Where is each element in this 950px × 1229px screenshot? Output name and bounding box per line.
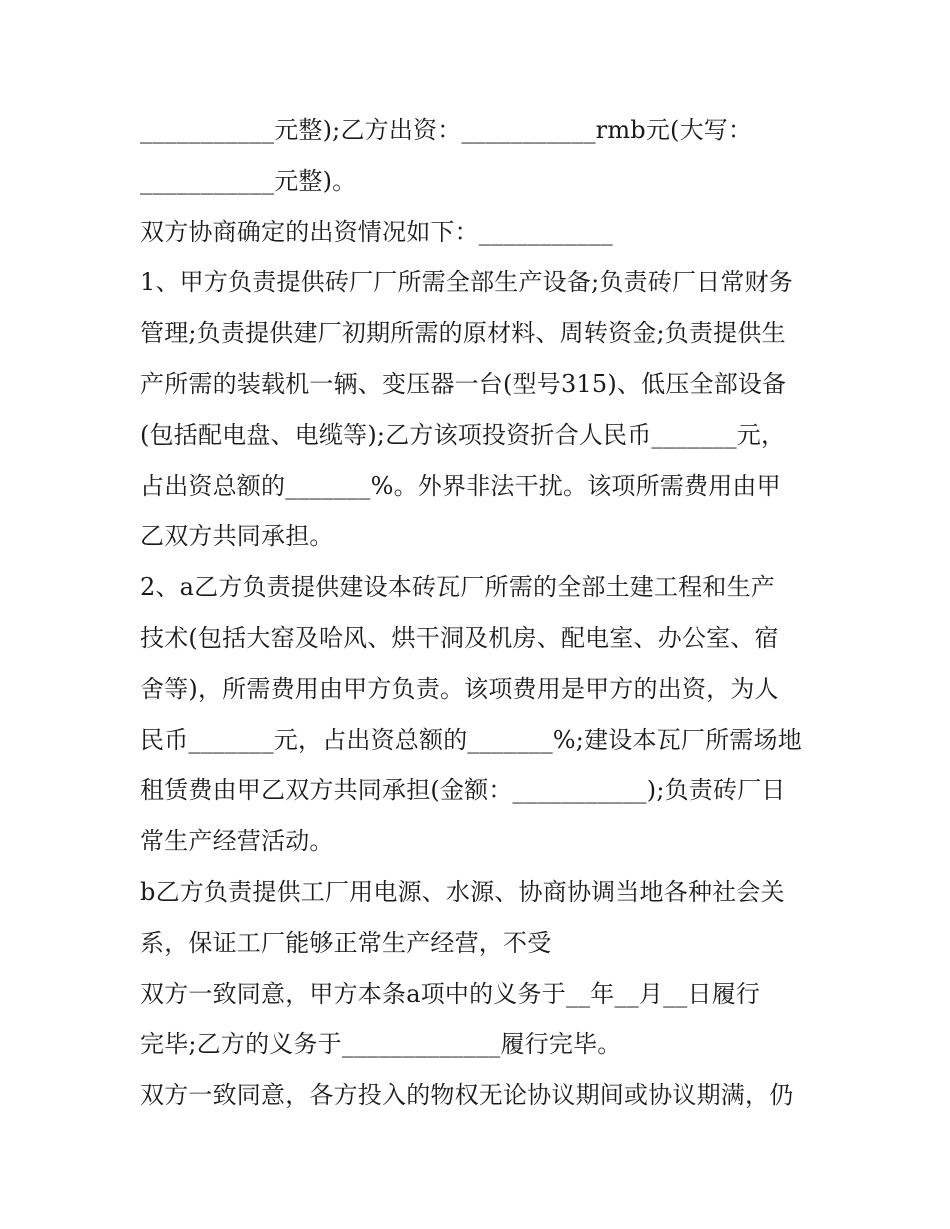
text-line: b乙方负责提供工厂用电源、水源、协商协调当地各种社会关: [140, 878, 785, 906]
text-line: 双方协商确定的出资情况如下：___________: [140, 218, 613, 246]
text-line: 双方一致同意，各方投入的物权无论协议期间或协议期满，仍: [140, 1081, 794, 1109]
text-line: 1、甲方负责提供砖厂厂所需全部生产设备;负责砖厂日常财务: [140, 268, 793, 296]
text-line: (包括配电盘、电缆等);乙方该项投资折合人民币_______元，: [140, 421, 786, 449]
text-line: 系，保证工厂能够正常生产经营，不受: [140, 929, 552, 957]
text-line: 技术(包括大窑及哈风、烘干洞及机房、配电室、办公室、宿: [140, 624, 779, 652]
text-line: 租赁费由甲乙双方共同承担(金额：___________);负责砖厂日: [140, 776, 786, 804]
text-line: 产所需的装载机一辆、变压器一台(型号315)、低压全部设备: [140, 370, 787, 398]
text-line: 民币_______元，占出资总额的_______%;建设本瓦厂所需场地: [140, 726, 802, 754]
text-line: ___________元整);乙方出资：___________rmb元(大写：: [140, 116, 753, 144]
text-line: 双方一致同意，甲方本条a项中的义务于__年__月__日履行: [140, 980, 761, 1008]
text-line: 乙双方共同承担。: [140, 522, 334, 550]
text-line: 常生产经营活动。: [140, 827, 334, 855]
text-line: 完毕;乙方的义务于_____________履行完毕。: [140, 1030, 622, 1058]
text-line: 舍等)，所需费用由甲方负责。该项费用是甲方的出资，为人: [140, 675, 779, 703]
text-line: 管理;负责提供建厂初期所需的原材料、周转资金;负责提供生: [140, 319, 786, 347]
text-line: ___________元整)。: [140, 167, 357, 195]
text-line: 占出资总额的_______%。外界非法干扰。该项所需费用由甲: [140, 472, 781, 500]
text-line: 2、a乙方负责提供建设本砖瓦厂所需的全部土建工程和生产: [140, 573, 775, 601]
